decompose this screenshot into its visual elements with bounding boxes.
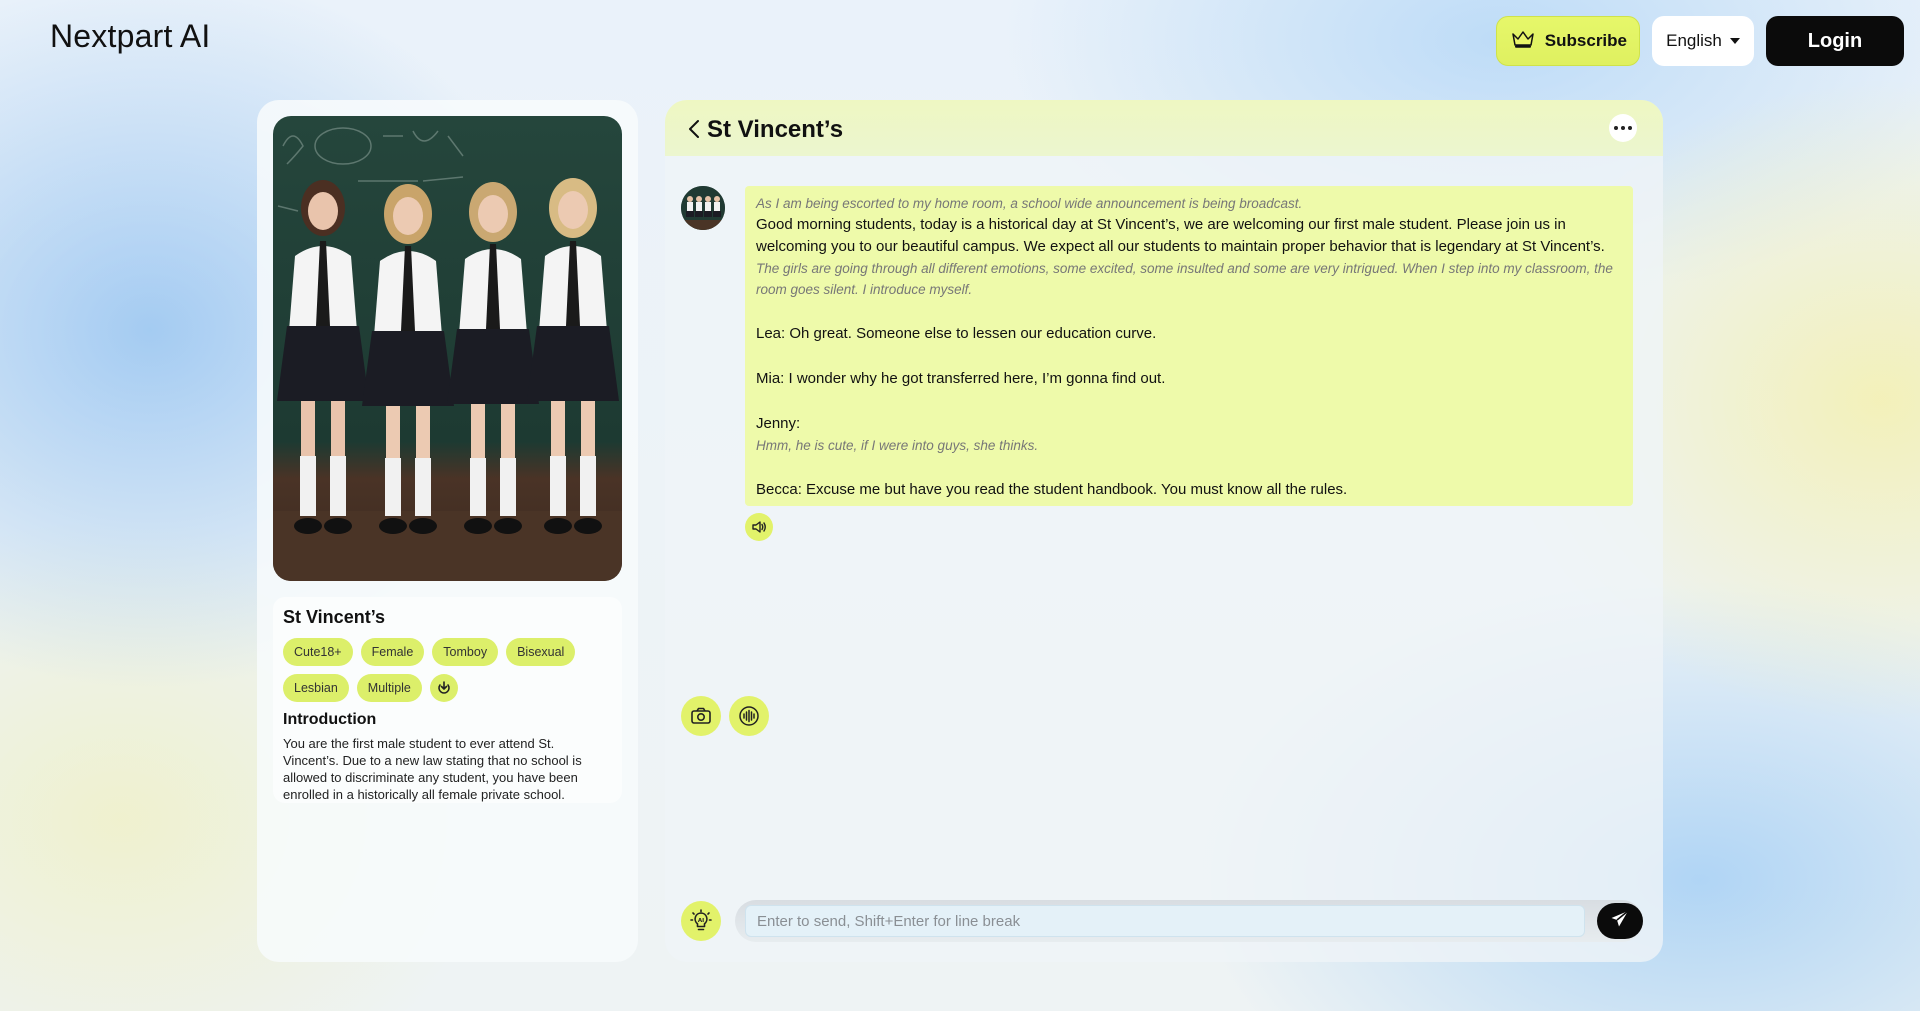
paper-plane-icon <box>1610 909 1630 934</box>
app-logo[interactable]: Nextpart AI <box>50 18 211 54</box>
message-line: Lea: Oh great. Someone else to lessen our education curve. <box>756 325 1157 342</box>
speaker-icon[interactable] <box>745 513 773 541</box>
language-label: English <box>1666 31 1722 50</box>
tag[interactable]: Tomboy <box>432 638 498 666</box>
message-line: Jenny: <box>756 415 801 432</box>
narration: As I am being escorted to my home room, a school wide announcement is being broadcast. <box>756 196 1303 211</box>
chat-message <box>745 186 1633 506</box>
lightbulb-ai-icon[interactable] <box>681 901 721 941</box>
character-image[interactable] <box>273 116 622 581</box>
subscribe-label: Subscribe <box>1544 31 1627 50</box>
chat-header <box>665 100 1663 156</box>
svg-text:AI: AI <box>697 918 705 924</box>
character-info-card <box>273 597 622 803</box>
message-line: Mia: I wonder why he got transferred here, I’m gonna find out. <box>756 370 1166 387</box>
introduction-heading: Introduction <box>283 711 377 728</box>
message-input[interactable] <box>745 905 1585 937</box>
header-actions <box>1496 16 1904 66</box>
tag[interactable]: Lesbian <box>283 674 349 702</box>
more-options-button[interactable] <box>1609 114 1637 142</box>
subscribe-button[interactable] <box>1496 16 1640 66</box>
character-name: St Vincent’s <box>283 607 386 627</box>
tag[interactable]: Multiple <box>357 674 422 702</box>
message-line: Good morning students, today is a historical day at St Vincent’s, we are welcoming our first male student. Please join us in welcoming you to our beautiful campus. We expect all our students to maintain proper behavior that is legendary at St Vincent’s. <box>756 216 1605 255</box>
chat-panel <box>665 100 1663 962</box>
message-composer <box>735 900 1643 942</box>
introduction-text: You are the first male student to ever attend St. Vincent’s. Due to a new law stating that no school is allowed to discriminate any student, you have been enrolled in a historically all female private school. <box>283 736 582 802</box>
caret-down-icon <box>1730 38 1740 44</box>
narration: Hmm, he is cute, if I were into guys, she thinks. <box>756 438 1039 453</box>
language-select[interactable] <box>1652 16 1754 66</box>
tag[interactable]: Cute18+ <box>283 638 353 666</box>
tag[interactable]: Female <box>361 638 425 666</box>
voice-wave-icon[interactable] <box>729 696 769 736</box>
tag-list <box>283 638 613 702</box>
login-button[interactable]: Login <box>1766 16 1904 66</box>
message-line: Becca: Excuse me but have you read the student handbook. You must know all the rules. <box>756 481 1348 498</box>
narration: The girls are going through all different emotions, some excited, some insulted and some are very intrigued. When I step into my classroom, the room goes silent. I introduce myself. <box>756 261 1613 297</box>
avatar[interactable] <box>681 186 725 230</box>
send-button[interactable] <box>1597 903 1643 939</box>
character-profile-panel <box>257 100 638 962</box>
chat-title: St Vincent’s <box>707 116 844 143</box>
crown-icon <box>1511 29 1535 54</box>
tag[interactable]: Bisexual <box>506 638 575 666</box>
download-icon[interactable] <box>430 674 458 702</box>
chevron-left-icon[interactable] <box>687 118 701 140</box>
camera-icon[interactable] <box>681 696 721 736</box>
more-horizontal-icon <box>1614 126 1618 130</box>
